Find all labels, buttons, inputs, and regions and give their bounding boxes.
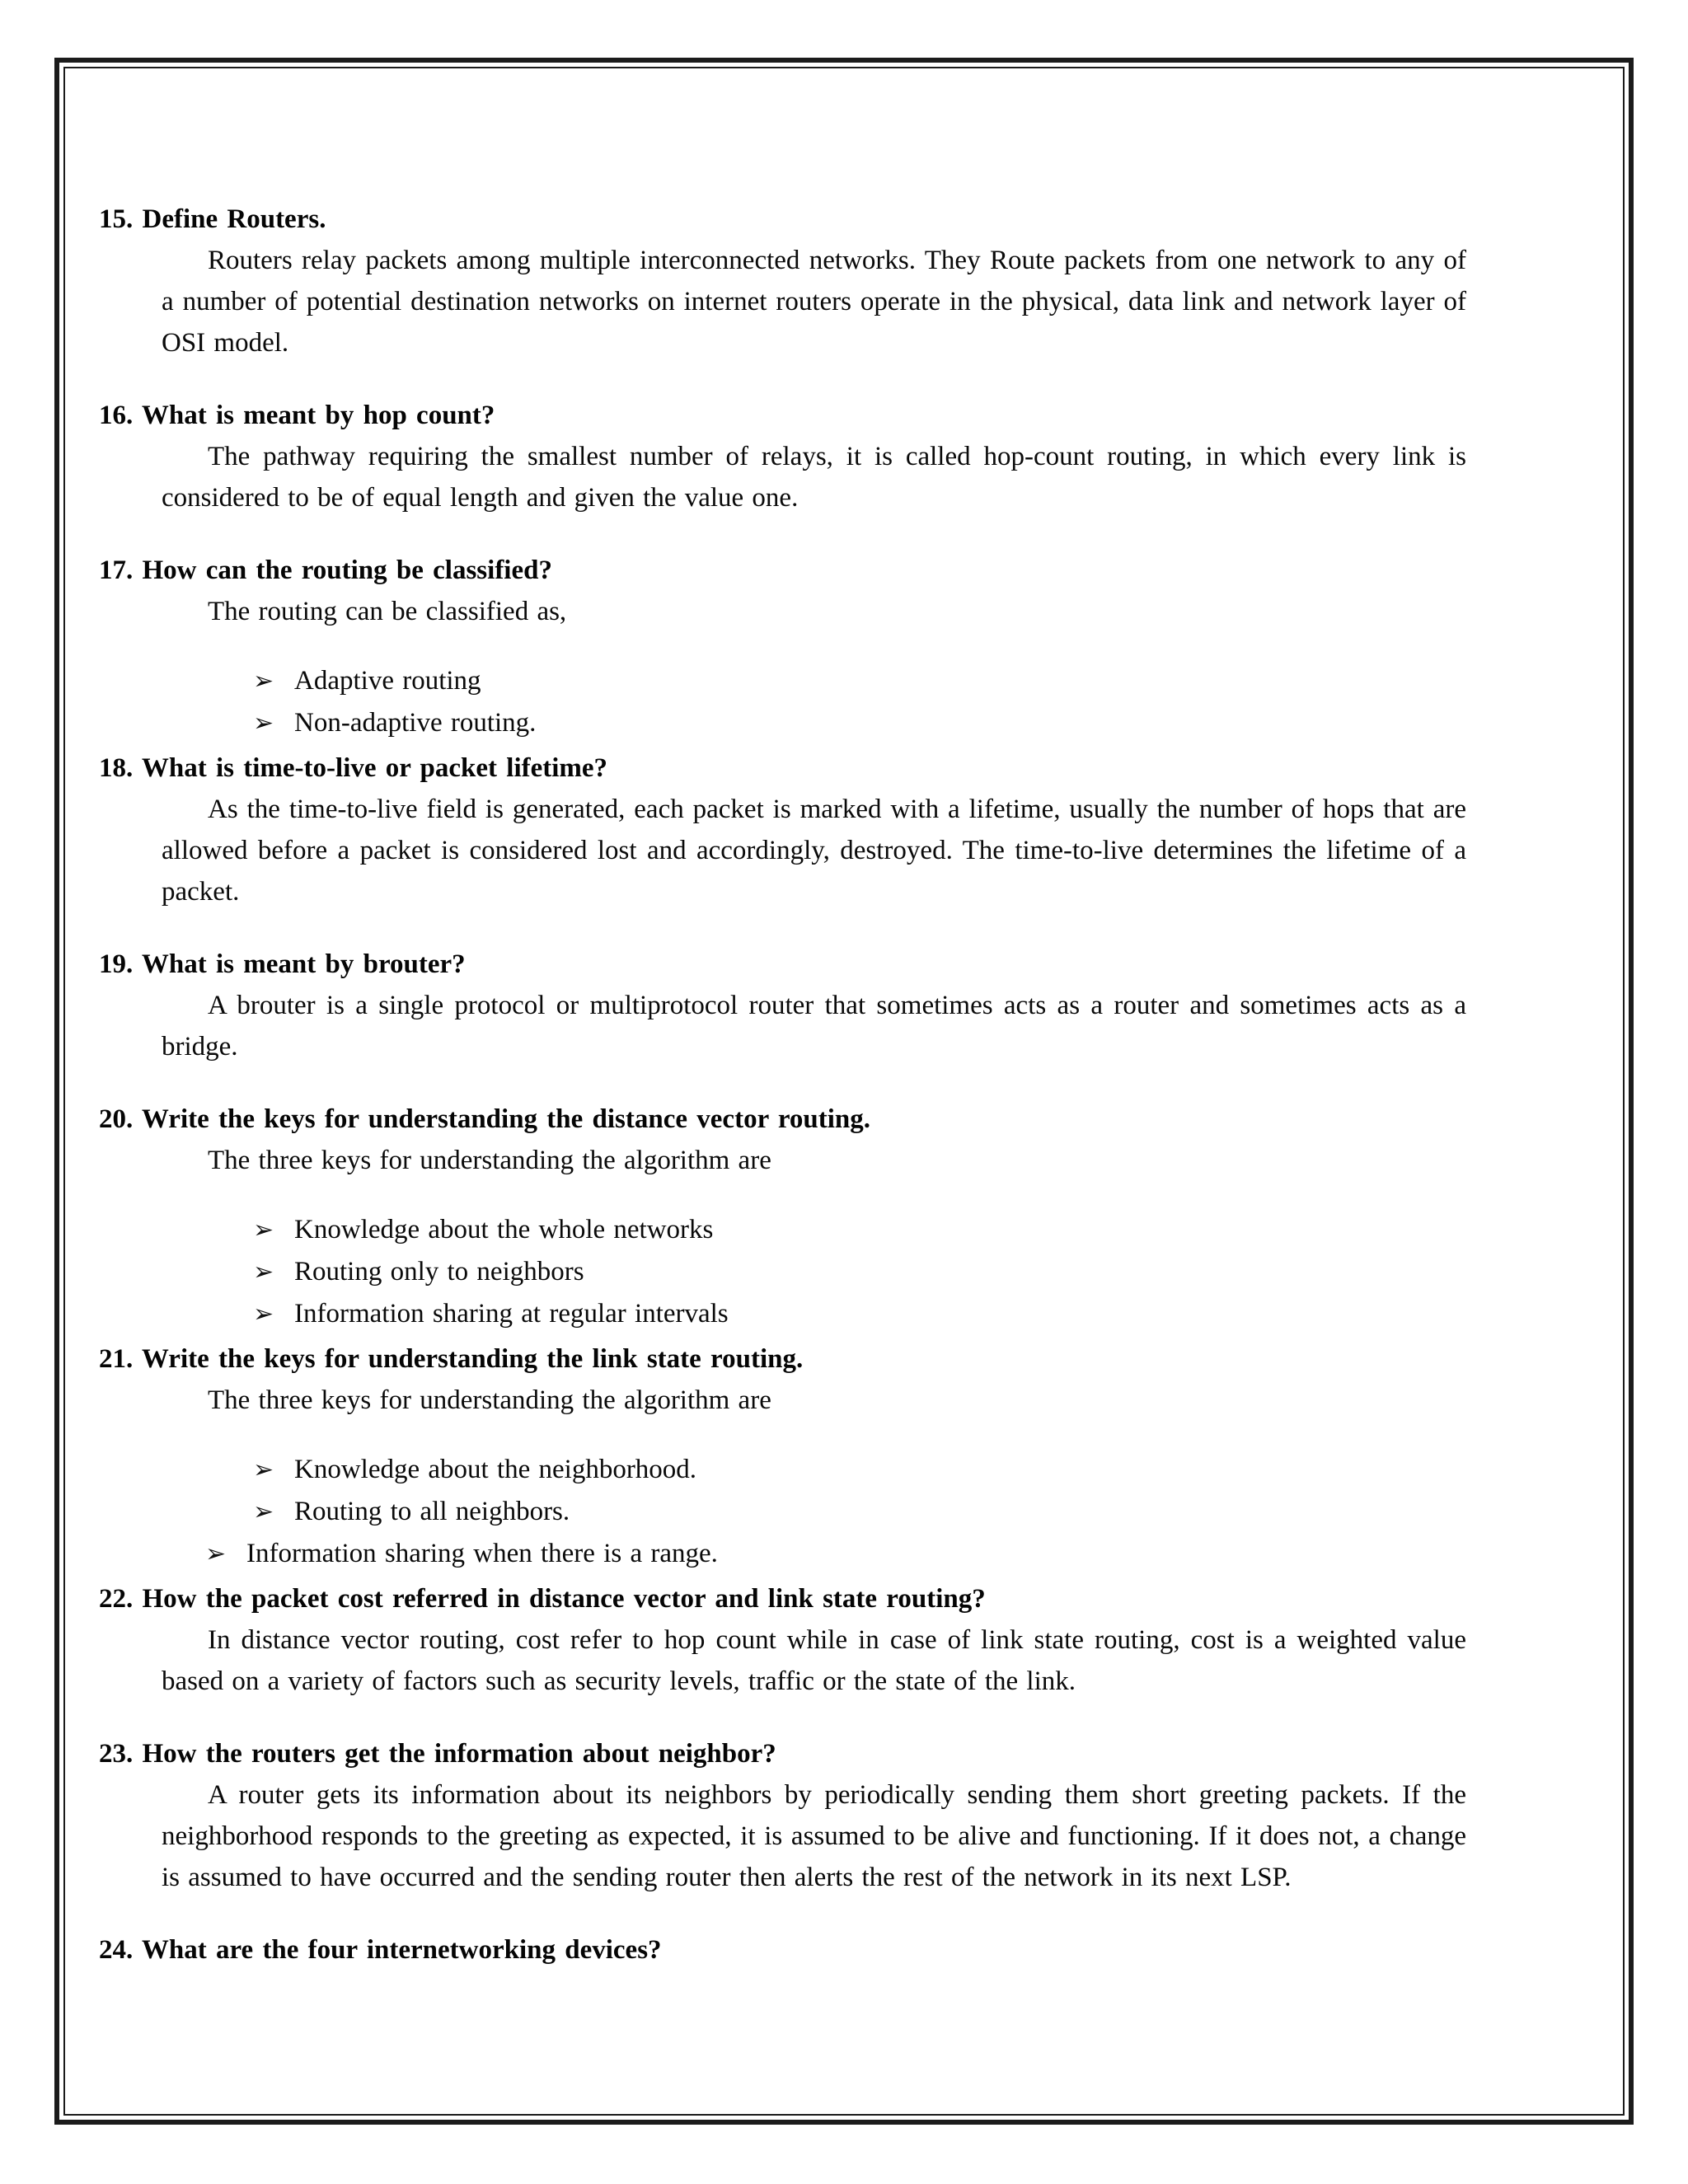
question-heading	[99, 1578, 1466, 1619]
document-content	[65, 68, 1623, 2114]
bullet-text: Information sharing when there is a range.	[246, 1539, 718, 1568]
question-text: Write the keys for understanding the link state routing.	[141, 1344, 804, 1374]
bullet-text: Routing only to neighbors	[294, 1257, 584, 1286]
question-heading	[99, 748, 1466, 789]
question-text: What is meant by brouter?	[141, 949, 466, 979]
question-text: Define Routers.	[142, 204, 326, 234]
question-number: 17.	[99, 555, 143, 585]
arrow-bullet-icon: ➢	[253, 668, 274, 695]
bullet-list	[99, 1209, 1466, 1335]
question-number: 16.	[99, 401, 142, 430]
page-border-inner	[63, 67, 1625, 2116]
bullet-item	[253, 1251, 1466, 1293]
question-text: How the packet cost referred in distance vector and link state routing?	[142, 1584, 986, 1614]
bullet-item	[253, 1449, 1466, 1491]
answer-paragraph: In distance vector routing, cost refer to hop count while in case of link state routing, cost is a weighted value based on a variety of factors such as security levels, traffic or the state of the link.	[162, 1625, 1466, 1696]
question-number: 19.	[99, 949, 142, 979]
qa-item-19	[99, 944, 1466, 1067]
answer-paragraph: The three keys for understanding the algorithm are	[208, 1146, 771, 1175]
bullet-text: Non-adaptive routing.	[294, 708, 537, 738]
qa-item-21	[99, 1338, 1466, 1575]
qa-item-20	[99, 1099, 1466, 1335]
answer-paragraph: A brouter is a single protocol or multiprotocol router that sometimes acts as a router and sometimes acts as a bridge.	[162, 991, 1466, 1062]
arrow-bullet-icon: ➢	[253, 1301, 274, 1328]
answer-paragraph: As the time-to-live field is generated, each packet is marked with a lifetime, usually the number of hops that are allowed before a packet is considered lost and accordingly, destroyed. The time-to-live determines the lifetime of a packet.	[162, 794, 1466, 907]
question-number: 18.	[99, 753, 142, 783]
answer-paragraph: A router gets its information about its neighbors by periodically sending them short greeting packets. If the neighborhood responds to the greeting as expected, it is assumed to be alive and functioning. If it does not, a change is assumed to have occurred and the sending router then alerts the rest of the network in its next LSP.	[162, 1780, 1466, 1892]
question-number: 21.	[99, 1344, 142, 1374]
bullet-item	[253, 1209, 1466, 1251]
page-border-outer	[54, 58, 1634, 2125]
question-number: 22.	[99, 1584, 143, 1614]
question-text: What are the four internetworking devices?	[141, 1935, 662, 1965]
qa-item-16	[99, 395, 1466, 518]
bullet-list	[99, 1449, 1466, 1575]
question-number: 24.	[99, 1935, 142, 1965]
qa-item-17	[99, 550, 1466, 744]
question-heading	[99, 944, 1466, 985]
bullet-item	[253, 1293, 1466, 1335]
bullet-text: Knowledge about the whole networks	[294, 1215, 714, 1244]
answer-paragraph: The routing can be classified as,	[208, 597, 567, 626]
question-text: How the routers get the information about neighbor?	[142, 1739, 776, 1769]
bullet-list	[99, 660, 1466, 744]
bullet-text: Routing to all neighbors.	[294, 1497, 570, 1526]
bullet-item	[253, 1491, 1466, 1533]
question-heading	[99, 395, 1466, 436]
bullet-text: Knowledge about the neighborhood.	[294, 1455, 697, 1484]
bullet-item	[205, 1533, 1466, 1575]
bullet-text: Adaptive routing	[294, 666, 481, 696]
arrow-bullet-icon: ➢	[253, 1498, 274, 1526]
qa-item-23	[99, 1733, 1466, 1898]
question-heading	[99, 1099, 1466, 1140]
arrow-bullet-icon: ➢	[205, 1540, 227, 1568]
question-number: 15.	[99, 204, 143, 234]
question-number: 23.	[99, 1739, 143, 1769]
arrow-bullet-icon: ➢	[253, 1258, 274, 1286]
arrow-bullet-icon: ➢	[253, 1456, 274, 1483]
question-number: 20.	[99, 1104, 142, 1134]
qa-item-22	[99, 1578, 1466, 1702]
qa-item-24	[99, 1929, 1466, 1971]
question-heading	[99, 1733, 1466, 1774]
bullet-text: Information sharing at regular intervals	[294, 1299, 729, 1329]
question-heading	[99, 1338, 1466, 1380]
qa-item-15	[99, 199, 1466, 363]
question-heading	[99, 199, 1466, 240]
question-text: Write the keys for understanding the distance vector routing.	[141, 1104, 871, 1134]
bullet-item	[253, 702, 1466, 744]
answer-paragraph: The pathway requiring the smallest number of relays, it is called hop-count routing, in which every link is considered to be of equal length and given the value one.	[162, 442, 1466, 513]
arrow-bullet-icon: ➢	[253, 1216, 274, 1244]
question-text: What is meant by hop count?	[141, 401, 495, 430]
answer-paragraph: Routers relay packets among multiple interconnected networks. They Route packets from one network to any of a number of potential destination networks on internet routers operate in the physical, data link and network layer of OSI model.	[162, 246, 1466, 358]
qa-item-18	[99, 748, 1466, 912]
question-heading	[99, 550, 1466, 591]
arrow-bullet-icon: ➢	[253, 710, 274, 737]
bullet-item	[253, 660, 1466, 702]
question-text: How can the routing be classified?	[142, 555, 552, 585]
question-text: What is time-to-live or packet lifetime?	[141, 753, 608, 783]
question-heading	[99, 1929, 1466, 1971]
answer-paragraph: The three keys for understanding the algorithm are	[208, 1385, 771, 1415]
